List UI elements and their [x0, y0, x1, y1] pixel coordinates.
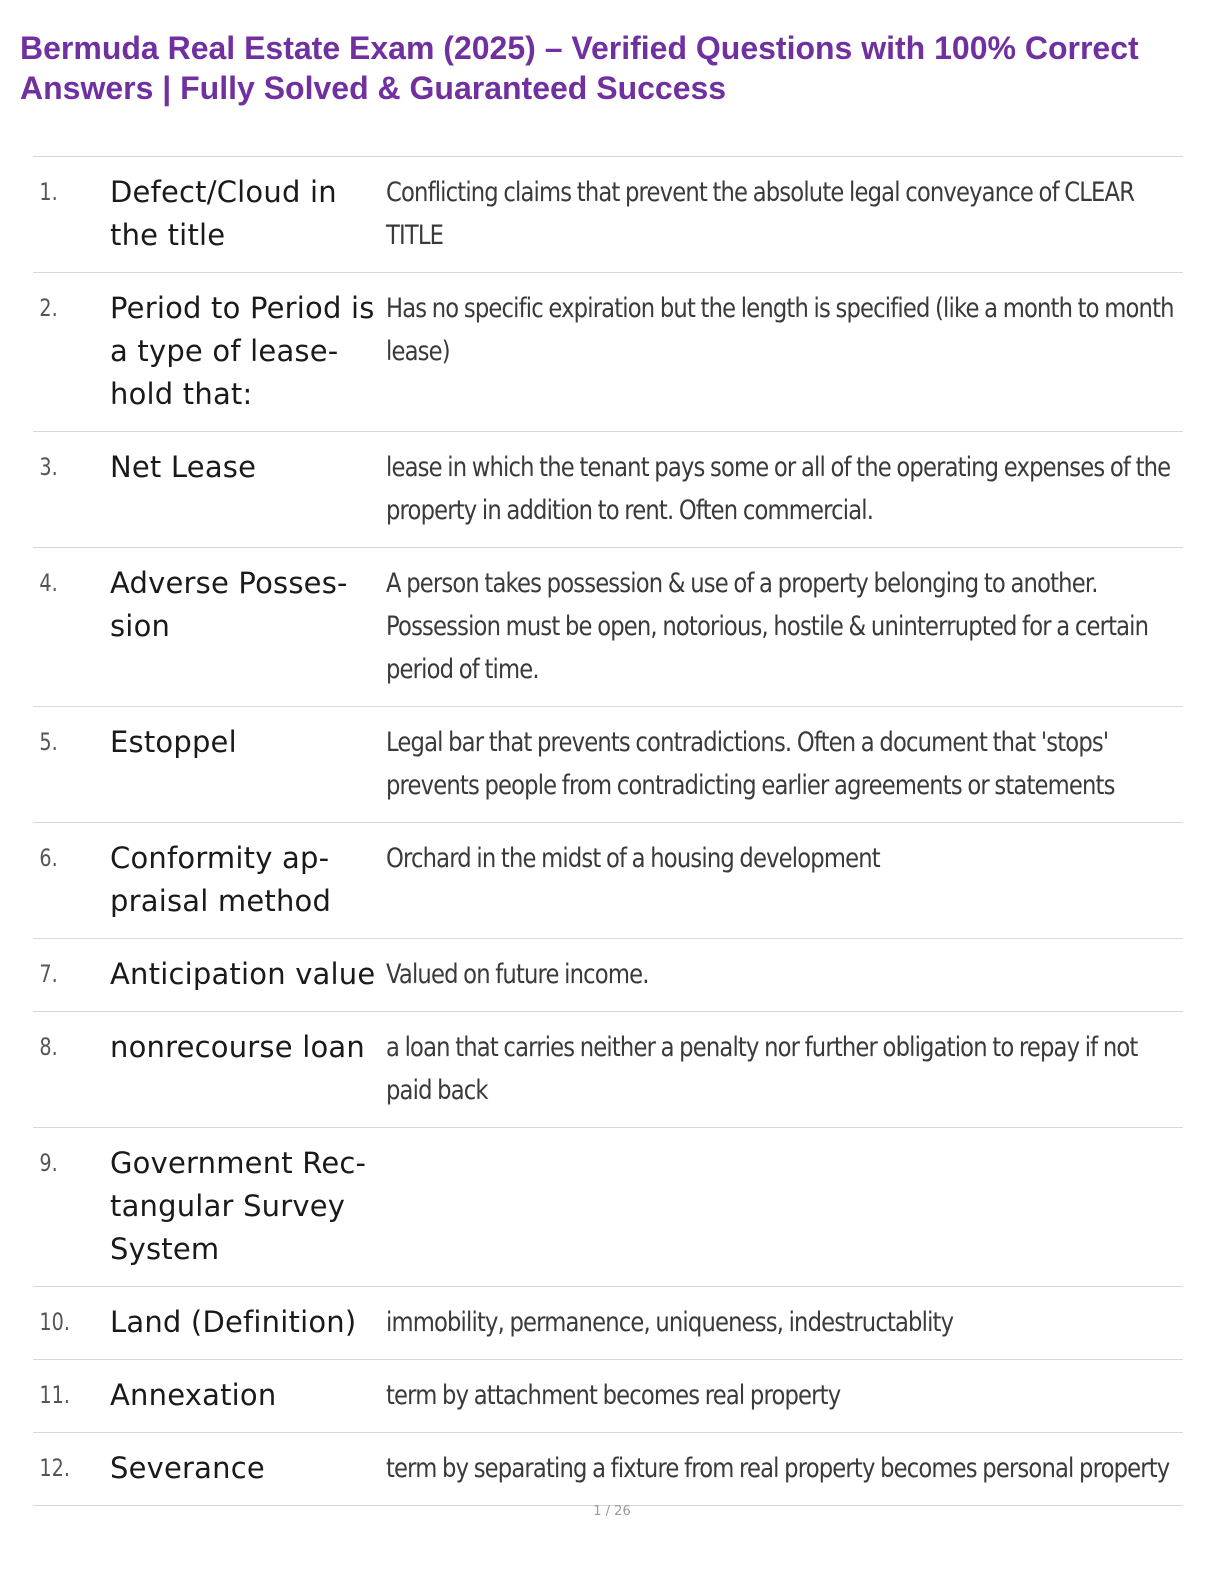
item-number: 6. — [39, 844, 58, 872]
item-definition: Legal bar that prevents contradictions. Often a document that 'stops' prevents people from contradicting earlier agreements or statements — [386, 727, 1115, 801]
item-term: Adverse Posses- sion — [110, 566, 348, 643]
document-title: Bermuda Real Estate Exam (2025) – Verified Questions with 100% Correct Answers | Fully Solved & Guaranteed Success — [20, 30, 1139, 106]
item-number: 1. — [39, 178, 58, 206]
item-definition-cell — [386, 837, 1176, 923]
item-number: 4. — [39, 569, 58, 597]
item-definition: lease in which the tenant pays some or all of the operating expenses of the property in addition to rent. Often commercial. — [386, 452, 1171, 526]
table-row — [33, 823, 1183, 939]
item-term: Anticipation value — [110, 957, 376, 991]
item-number: 12. — [39, 1454, 70, 1482]
item-definition: Orchard in the midst of a housing development — [386, 843, 880, 874]
item-term: Period to Period is a type of lease- hold that: — [110, 291, 375, 411]
table-row — [33, 273, 1183, 432]
item-definition-cell — [386, 1026, 1176, 1112]
item-definition-cell — [386, 721, 1176, 807]
item-term: Estoppel — [110, 725, 237, 759]
item-definition-cell — [386, 562, 1176, 691]
item-term: Net Lease — [110, 450, 257, 484]
table-row — [33, 1287, 1183, 1360]
item-number: 9. — [39, 1149, 58, 1177]
item-definition: term by attachment becomes real property — [386, 1380, 841, 1411]
table-row — [33, 1433, 1183, 1506]
item-number: 2. — [39, 294, 58, 322]
item-definition-cell — [386, 1142, 1176, 1271]
page-indicator: 1 / 26 — [593, 1504, 631, 1519]
item-definition-cell — [386, 171, 1176, 257]
item-definition: term by separating a fixture from real property becomes personal property — [386, 1453, 1170, 1484]
item-definition: Has no specific expiration but the length is specified (like a month to month lease) — [386, 293, 1174, 367]
item-definition-cell — [386, 287, 1176, 416]
item-number: 8. — [39, 1033, 58, 1061]
table-row — [33, 1360, 1183, 1433]
item-definition-cell — [386, 1301, 1176, 1344]
item-number: 5. — [39, 728, 58, 756]
item-term: Conformity ap- praisal method — [110, 841, 332, 918]
table-row — [33, 939, 1183, 1012]
item-definition: Valued on future income. — [386, 959, 649, 990]
table-row — [33, 432, 1183, 548]
item-definition-cell — [386, 1447, 1176, 1490]
item-term: Government Rec- tangular Survey System — [110, 1146, 367, 1266]
item-term: Severance — [110, 1451, 265, 1485]
item-term: nonrecourse loan — [110, 1030, 365, 1064]
item-definition-cell — [386, 446, 1176, 532]
item-definition: A person takes possession & use of a property belonging to another. Possession must be open, notorious, hostile & uninterrupted for a certain period of time. — [386, 568, 1149, 685]
item-term: Annexation — [110, 1378, 277, 1412]
table-row — [33, 1128, 1183, 1287]
item-number: 10. — [39, 1308, 70, 1336]
item-definition-cell — [386, 1374, 1176, 1417]
item-number: 7. — [39, 960, 58, 988]
item-definition: Conflicting claims that prevent the absolute legal conveyance of CLEAR TITLE — [386, 177, 1135, 251]
item-definition-cell — [386, 953, 1176, 996]
item-number: 3. — [39, 453, 58, 481]
table-row — [33, 1012, 1183, 1128]
table-row — [33, 548, 1183, 707]
item-definition: a loan that carries neither a penalty nor further obligation to repay if not paid back — [386, 1032, 1138, 1106]
flashcard-table — [33, 156, 1183, 1506]
item-number: 11. — [39, 1381, 70, 1409]
item-definition: immobility, permanence, uniqueness, indestructablity — [386, 1307, 954, 1338]
table-row — [33, 157, 1183, 273]
item-term: Land (Definition) — [110, 1305, 357, 1339]
table-row — [33, 707, 1183, 823]
item-term: Defect/Cloud in the title — [110, 175, 337, 252]
